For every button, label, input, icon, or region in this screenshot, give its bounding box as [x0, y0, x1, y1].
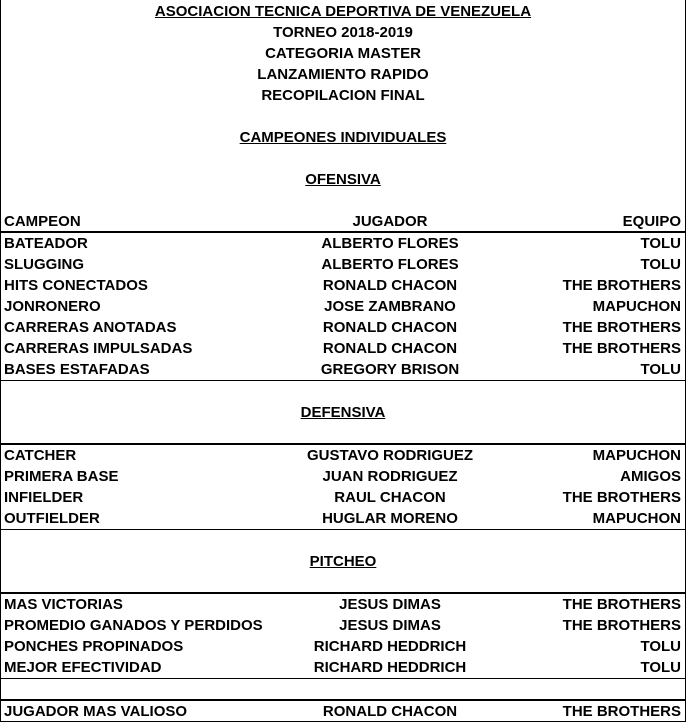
equipo-cell: THE BROTHERS [562, 703, 681, 720]
jugador-cell: ALBERTO FLORES [321, 256, 459, 273]
campeon-cell: MEJOR EFECTIVIDAD [4, 659, 162, 676]
campeon-cell: CARRERAS ANOTADAS [4, 319, 177, 336]
table-row [0, 359, 686, 380]
category-title: CATEGORIA MASTER [265, 45, 421, 62]
section-subtitle: CAMPEONES INDIVIDUALES [239, 129, 447, 146]
campeon-cell: JONRONERO [4, 298, 101, 315]
table-row [0, 338, 686, 359]
tournament-title: TORNEO 2018-2019 [273, 24, 413, 41]
summary-title: RECOPILACION FINAL [261, 87, 425, 104]
jugador-cell: RAUL CHACON [334, 489, 446, 506]
equipo-cell: THE BROTHERS [562, 277, 681, 294]
jugador-cell: RICHARD HEDDRICH [313, 659, 467, 676]
mvp-row [0, 701, 686, 722]
equipo-cell: AMIGOS [620, 468, 681, 485]
jugador-cell: JESUS DIMAS [339, 617, 441, 634]
table-row [0, 275, 686, 296]
jugador-cell: ALBERTO FLORES [321, 235, 459, 252]
jugador-cell: JUAN RODRIGUEZ [322, 468, 458, 485]
campeon-cell: PROMEDIO GANADOS Y PERDIDOS [4, 617, 263, 634]
campeon-cell: BATEADOR [4, 235, 88, 252]
equipo-cell: THE BROTHERS [562, 489, 681, 506]
campeon-cell: PRIMERA BASE [4, 468, 119, 485]
campeon-cell: PONCHES PROPINADOS [4, 638, 184, 655]
table-row [0, 657, 686, 678]
table-row [0, 615, 686, 636]
equipo-cell: TOLU [640, 638, 681, 655]
jugador-cell: JOSE ZAMBRANO [324, 298, 456, 315]
equipo-cell: MAPUCHON [592, 510, 681, 527]
column-header-equipo: EQUIPO [622, 213, 681, 230]
equipo-cell: TOLU [640, 361, 681, 378]
table-row [0, 445, 686, 466]
jugador-cell: RONALD CHACON [322, 277, 458, 294]
jugador-cell: RONALD CHACON [322, 340, 458, 357]
campeon-cell: OUTFIELDER [4, 510, 100, 527]
jugador-cell: RONALD CHACON [322, 703, 458, 720]
campeon-cell: CARRERAS IMPULSADAS [4, 340, 193, 357]
jugador-cell: GREGORY BRISON [320, 361, 460, 378]
equipo-cell: MAPUCHON [592, 447, 681, 464]
campeon-cell: JUGADOR MAS VALIOSO [4, 703, 188, 720]
jugador-cell: GUSTAVO RODRIGUEZ [306, 447, 474, 464]
table-row [0, 466, 686, 487]
pitcheo-heading: PITCHEO [309, 553, 377, 570]
campeon-cell: MAS VICTORIAS [4, 596, 123, 613]
section-divider [1, 380, 685, 381]
equipo-cell: TOLU [640, 256, 681, 273]
campeon-cell: CATCHER [4, 447, 77, 464]
campeon-cell: BASES ESTAFADAS [4, 361, 150, 378]
table-row [0, 508, 686, 529]
jugador-cell: RICHARD HEDDRICH [313, 638, 467, 655]
table-row [0, 233, 686, 254]
campeon-cell: HITS CONECTADOS [4, 277, 148, 294]
table-row [0, 317, 686, 338]
section-divider [1, 678, 685, 679]
jugador-cell: JESUS DIMAS [339, 596, 441, 613]
table-row [0, 487, 686, 508]
table-row [0, 594, 686, 615]
association-title: ASOCIACION TECNICA DEPORTIVA DE VENEZUELA [154, 3, 532, 20]
campeon-cell: SLUGGING [4, 256, 85, 273]
equipo-cell: TOLU [640, 235, 681, 252]
equipo-cell: THE BROTHERS [562, 617, 681, 634]
table-row [0, 636, 686, 657]
equipo-cell: THE BROTHERS [562, 596, 681, 613]
equipo-cell: THE BROTHERS [562, 340, 681, 357]
jugador-cell: HUGLAR MORENO [322, 510, 458, 527]
column-header-jugador: JUGADOR [352, 213, 428, 230]
equipo-cell: TOLU [640, 659, 681, 676]
campeon-cell: INFIELDER [4, 489, 84, 506]
section-divider [1, 529, 685, 530]
equipo-cell: MAPUCHON [592, 298, 681, 315]
equipo-cell: THE BROTHERS [562, 319, 681, 336]
table-row [0, 296, 686, 317]
defensiva-heading: DEFENSIVA [300, 404, 386, 421]
table-row [0, 254, 686, 275]
jugador-cell: RONALD CHACON [322, 319, 458, 336]
ofensiva-heading: OFENSIVA [305, 171, 381, 188]
column-header-row [0, 211, 686, 232]
discipline-title: LANZAMIENTO RAPIDO [257, 66, 429, 83]
column-header-campeon: CAMPEON [4, 213, 81, 230]
